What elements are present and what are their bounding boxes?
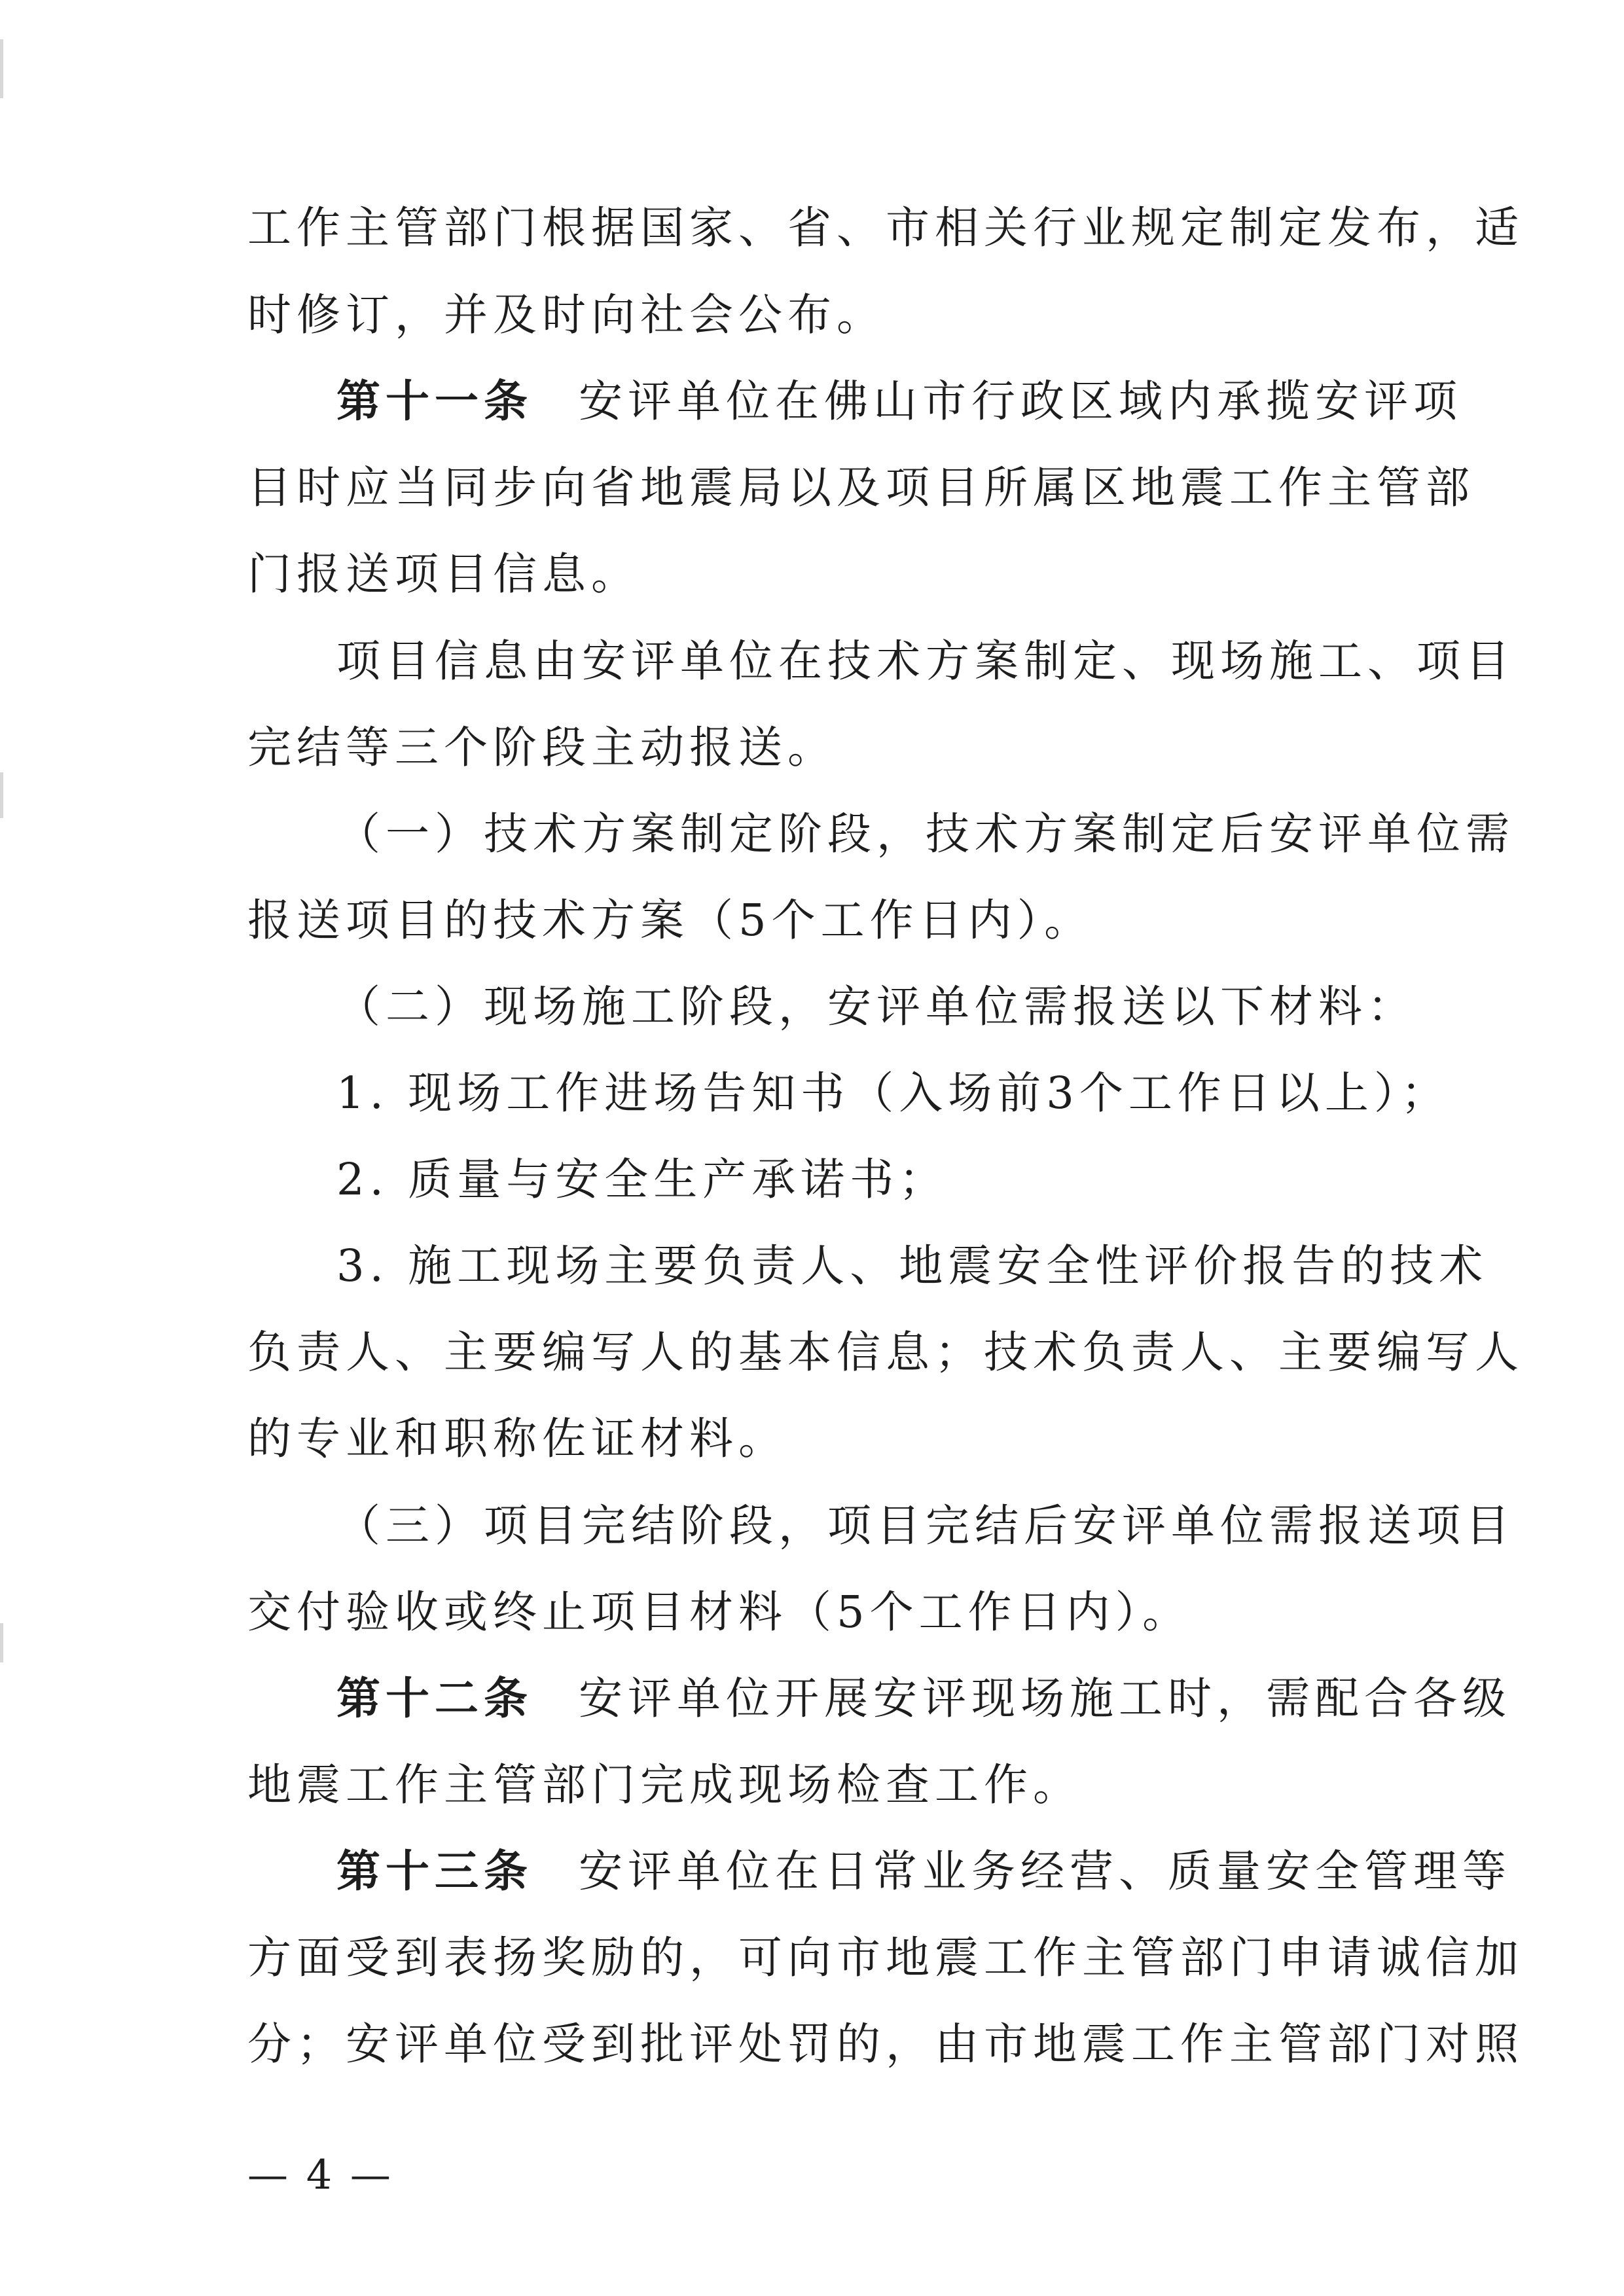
text-line: （二）现场施工阶段，安评单位需报送以下材料： <box>336 981 1416 1032</box>
text-line: （一）技术方案制定阶段，技术方案制定后安评单位需 <box>336 808 1515 859</box>
article-heading: 第十一条 <box>336 375 533 427</box>
article-12-first-line <box>336 1667 1511 1730</box>
text-line: 交付验收或终止项目材料（5个工作日内）。 <box>247 1587 1192 1638</box>
article-heading: 第十三条 <box>336 1845 533 1897</box>
text-line: 目时应当同步向省地震局以及项目所属区地震工作主管部 <box>247 462 1475 513</box>
list-item: 2. 质量与安全生产承诺书； <box>336 1154 948 1205</box>
text-line: 工作主管部门根据国家、省、市相关行业规定制定发布，适 <box>247 202 1524 253</box>
list-item: 1. 现场工作进场告知书（入场前3个工作日以上）； <box>336 1067 1451 1119</box>
text-line: 报送项目的技术方案（5个工作日内）。 <box>247 895 1094 946</box>
article-heading: 第十二条 <box>336 1672 533 1724</box>
scan-edge-mark <box>0 1623 3 1662</box>
text-line: 分；安评单位受到批评处罚的，由市地震工作主管部门对照 <box>247 2018 1524 2070</box>
text-line: （三）项目完结阶段，项目完结后安评单位需报送项目 <box>336 1500 1515 1551</box>
text-line: 地震工作主管部门完成现场检查工作。 <box>247 1759 1082 1810</box>
text-span: 安评单位在日常业务经营、质量安全管理等 <box>579 1846 1511 1897</box>
text-line: 负责人、主要编写人的基本信息；技术负责人、主要编写人 <box>247 1327 1524 1378</box>
text-line: 项目信息由安评单位在技术方案制定、现场施工、项目 <box>336 636 1515 687</box>
article-11-first-line <box>336 370 1462 433</box>
text-line: 时修订，并及时向社会公布。 <box>247 289 886 340</box>
text-line: 完结等三个阶段主动报送。 <box>247 722 837 773</box>
text-line: 的专业和职称佐证材料。 <box>247 1413 787 1464</box>
scan-edge-mark <box>0 772 3 818</box>
text-span: 安评单位开展安评现场施工时，需配合各级 <box>579 1673 1511 1724</box>
page-number: — 4 — <box>247 2151 393 2198</box>
text-line: 门报送项目信息。 <box>247 548 640 600</box>
text-span: 安评单位在佛山市行政区域内承揽安评项 <box>579 376 1462 427</box>
text-line: 方面受到表扬奖励的，可向市地震工作主管部门申请诚信加 <box>247 1932 1524 1983</box>
scan-edge-mark <box>0 39 3 98</box>
article-13-first-line <box>336 1840 1511 1903</box>
list-item: 3. 施工现场主要负责人、地震安全性评价报告的技术 <box>336 1240 1489 1291</box>
